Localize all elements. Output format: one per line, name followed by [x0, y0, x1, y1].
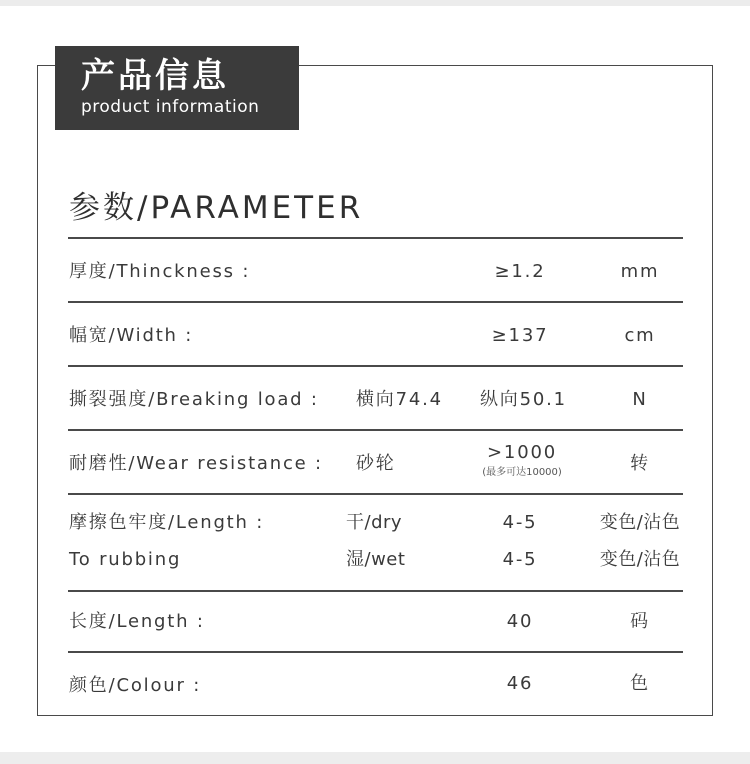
divider: [68, 590, 683, 592]
colour-unit: 色: [630, 673, 650, 694]
width-value: ≥137: [491, 325, 549, 346]
rubbing-dry-value: 4-5: [502, 512, 538, 533]
rubbing-dry-label: 干/dry: [346, 512, 403, 533]
breaking-load-horizontal: 横向74.4: [356, 389, 443, 410]
thickness-unit: mm: [620, 261, 660, 282]
header-title-cn: 产品信息: [81, 56, 229, 96]
wear-resistance-method: 砂轮: [356, 453, 396, 474]
wear-resistance-unit: 转: [630, 453, 650, 474]
rubbing-dry-unit: 变色/沾色: [599, 512, 681, 533]
divider: [68, 493, 683, 495]
bottom-strip: [0, 752, 750, 764]
divider: [68, 429, 683, 431]
top-strip: [0, 0, 750, 6]
thickness-value: ≥1.2: [494, 261, 546, 282]
breaking-load-vertical: 纵向50.1: [480, 389, 567, 410]
header-banner: [55, 46, 299, 130]
rubbing-wet-value: 4-5: [502, 549, 538, 570]
breaking-load-unit: N: [632, 389, 648, 410]
divider: [68, 651, 683, 653]
length-label: 长度/Length :: [69, 611, 205, 632]
rubbing-label: 摩擦色牢度/Length :: [69, 512, 265, 533]
divider: [68, 301, 683, 303]
colour-value: 46: [506, 673, 534, 694]
rubbing-label-2: To rubbing: [69, 549, 182, 570]
thickness-label: 厚度/Thinckness :: [69, 261, 251, 282]
wear-resistance-label: 耐磨性/Wear resistance :: [69, 453, 323, 474]
wear-resistance-value: >1000: [487, 442, 557, 463]
rubbing-wet-unit: 变色/沾色: [599, 549, 681, 570]
divider: [68, 365, 683, 367]
colour-label: 颜色/Colour :: [69, 675, 202, 696]
wear-resistance-note: (最多可达10000): [482, 467, 562, 478]
width-unit: cm: [624, 325, 656, 346]
rubbing-wet-label: 湿/wet: [346, 549, 406, 570]
divider: [68, 237, 683, 239]
length-value: 40: [506, 611, 534, 632]
header-title-en: product information: [81, 97, 260, 117]
parameter-title: 参数/PARAMETER: [69, 190, 364, 226]
breaking-load-label: 撕裂强度/Breaking load :: [69, 389, 319, 410]
length-unit: 码: [630, 611, 650, 632]
width-label: 幅宽/Width :: [69, 325, 194, 346]
